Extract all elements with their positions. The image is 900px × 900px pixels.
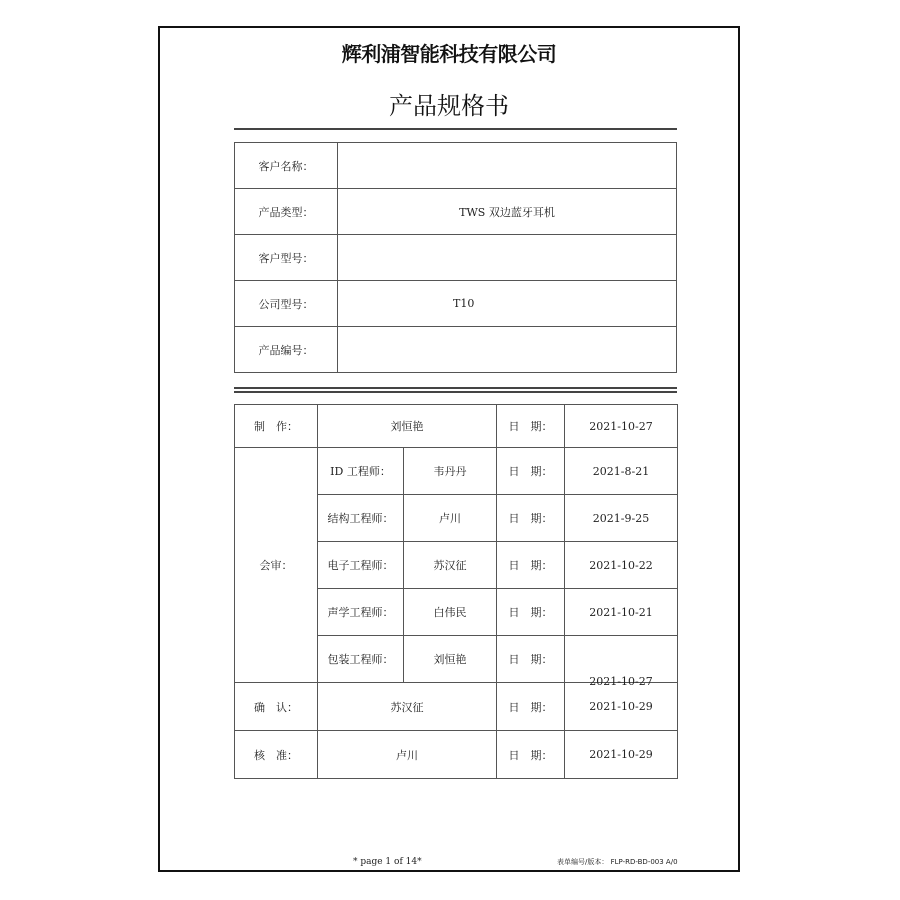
double-divider <box>234 387 677 393</box>
product-number-value <box>338 327 677 373</box>
review-role: 电子工程师： <box>318 542 404 589</box>
review-name: 刘恒艳 <box>404 636 497 683</box>
table-row <box>235 235 677 281</box>
product-info-table <box>234 142 677 373</box>
review-role: ID 工程师： <box>318 448 404 495</box>
company-model-value: T10 <box>338 281 677 327</box>
confirm-label: 确 认： <box>235 683 318 731</box>
review-role: 包装工程师： <box>318 636 404 683</box>
date-label: 日 期： <box>497 683 565 731</box>
date-label: 日 期： <box>497 495 565 542</box>
make-name: 刘恒艳 <box>318 405 497 448</box>
table-row <box>235 448 678 495</box>
review-date: 2021-10-22 <box>565 542 678 589</box>
make-date: 2021-10-27 <box>565 405 678 448</box>
table-row <box>235 731 678 779</box>
review-role: 结构工程师： <box>318 495 404 542</box>
product-type-value: TWS 双边蓝牙耳机 <box>338 189 677 235</box>
review-date: 2021-10-21 <box>565 589 678 636</box>
company-name: 辉利浦智能科技有限公司 <box>341 42 557 66</box>
customer-name-value <box>338 143 677 189</box>
approve-name: 卢川 <box>318 731 497 779</box>
make-label: 制 作： <box>235 405 318 448</box>
review-date: 2021-9-25 <box>565 495 678 542</box>
review-label: 会审： <box>235 448 318 683</box>
divider <box>234 128 677 130</box>
review-name: 卢川 <box>404 495 497 542</box>
table-row <box>235 683 678 731</box>
approve-label: 核 准： <box>235 731 318 779</box>
table-row <box>235 327 677 373</box>
product-type-label: 产品类型： <box>235 189 338 235</box>
date-label: 日 期： <box>497 448 565 495</box>
review-date: 2021-10-27 <box>589 675 653 688</box>
approval-table <box>234 404 678 779</box>
review-date-cell <box>565 636 678 688</box>
confirm-name: 苏汉征 <box>318 683 497 731</box>
date-label: 日 期： <box>497 636 565 683</box>
review-name: 韦丹丹 <box>404 448 497 495</box>
customer-name-label: 客户名称： <box>235 143 338 189</box>
form-number: 表单编号/版本： FLP-RD-BD-003 A/0 <box>557 858 678 866</box>
review-name: 白伟民 <box>404 589 497 636</box>
table-row <box>235 281 677 327</box>
approve-date: 2021-10-29 <box>565 731 678 779</box>
company-model-label: 公司型号： <box>235 281 338 327</box>
customer-model-value <box>338 235 677 281</box>
date-label: 日 期： <box>497 731 565 779</box>
date-label: 日 期： <box>497 589 565 636</box>
table-row <box>235 143 677 189</box>
date-label: 日 期： <box>497 542 565 589</box>
date-label: 日 期： <box>497 405 565 448</box>
review-name: 苏汉征 <box>404 542 497 589</box>
review-date: 2021-8-21 <box>565 448 678 495</box>
document-title: 产品规格书 <box>389 92 509 120</box>
table-row <box>235 189 677 235</box>
table-row <box>235 405 678 448</box>
product-number-label: 产品编号： <box>235 327 338 373</box>
page-number: * page 1 of 14* <box>353 857 422 867</box>
confirm-date: 2021-10-29 <box>565 683 678 731</box>
review-role: 声学工程师： <box>318 589 404 636</box>
customer-model-label: 客户型号： <box>235 235 338 281</box>
